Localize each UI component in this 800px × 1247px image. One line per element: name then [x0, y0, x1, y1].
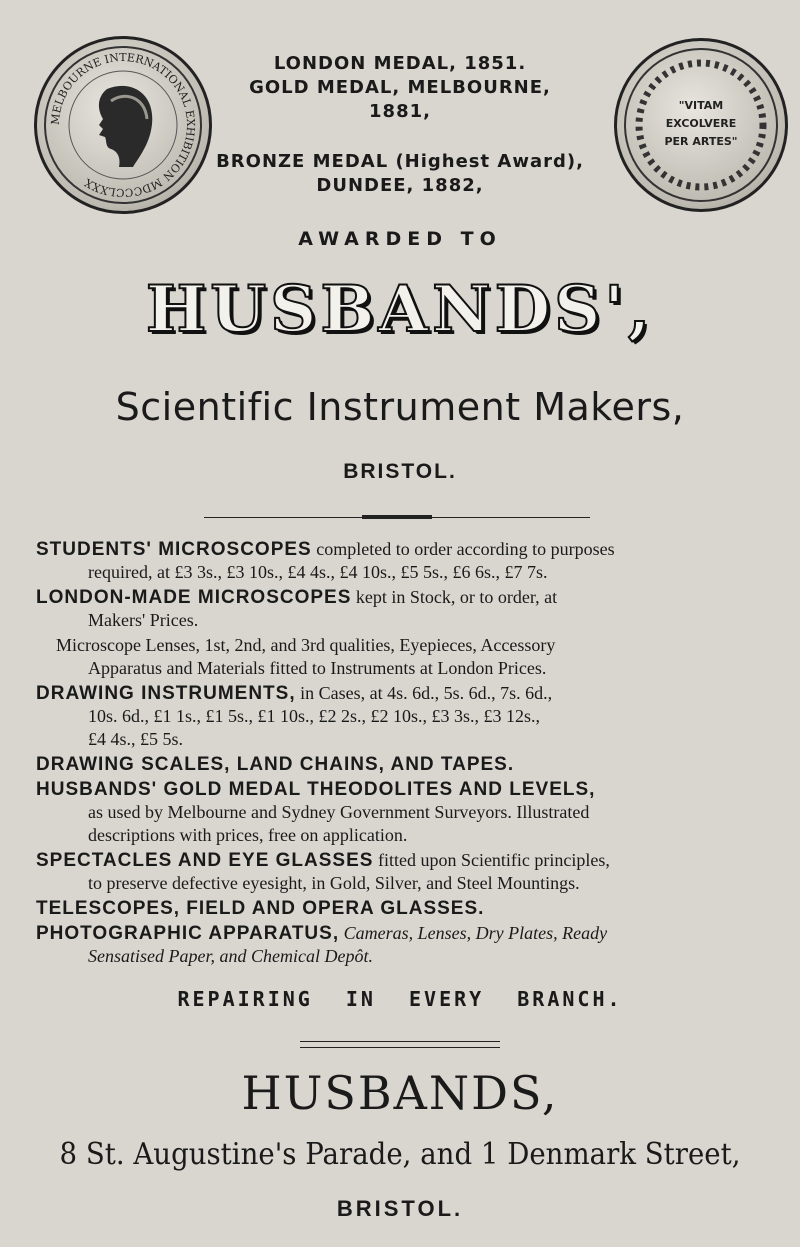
divider-bottom-1 [300, 1041, 500, 1042]
entry-cont: Sensatised Paper, and Chemical Depôt. [88, 946, 373, 966]
bronze-medal: BRONZE MEDAL (Highest Award), [216, 151, 584, 172]
entry-head: STUDENTS' MICROSCOPES [36, 539, 312, 560]
divider-top-center [362, 515, 432, 519]
list-item [36, 753, 774, 776]
repairing-banner: REPAIRING IN EVERY BRANCH. [177, 987, 623, 1011]
footer-name: HUSBANDS, [241, 1066, 559, 1120]
left-medal-legend: MELBOURNE INTERNATIONAL EXHIBITION MDCCCLXXX [48, 50, 198, 200]
entry-head: SPECTACLES AND EYE GLASSES [36, 850, 374, 871]
entry-text: completed to order according to purposes [311, 539, 615, 559]
right-medal-motto-1: "VITAM [678, 99, 724, 112]
entry-head: HUSBANDS' GOLD MEDAL THEODOLITES AND LEVELS, [36, 779, 596, 800]
right-medal-motto-2: EXCOLVERE [665, 117, 737, 130]
city-header: BRISTOL. [343, 460, 457, 483]
list-item [36, 586, 774, 632]
dundee-year: DUNDEE, 1882, [316, 175, 484, 196]
list-item [36, 922, 774, 968]
divider-bottom-2 [300, 1047, 500, 1048]
awarded-to: AWARDED TO [298, 228, 502, 250]
entry-head: LONDON-MADE MICROSCOPES [36, 587, 352, 608]
list-item [36, 778, 774, 847]
product-list [36, 538, 774, 970]
london-medal: LONDON MEDAL, 1851. [273, 53, 527, 74]
footer-address: 8 St. Augustine's Parade, and 1 Denmark Street, [59, 1137, 741, 1172]
bronze-medal-block [0, 150, 800, 198]
list-item [36, 682, 774, 751]
brand-title: HUSBANDS', [145, 272, 655, 347]
entry-cont: 10s. 6d., £1 1s., £1 5s., £1 10s., £2 2s., £2 10s., £3 3s., £3 12s., [88, 706, 541, 726]
entry-cont: Apparatus and Materials fitted to Instruments at London Prices. [88, 658, 547, 678]
entry-cont: Makers' Prices. [88, 610, 199, 630]
entry-text: kept in Stock, or to order, at [351, 587, 558, 607]
entry-head: DRAWING SCALES, LAND CHAINS, AND TAPES. [36, 754, 515, 775]
entry-cont-2: descriptions with prices, free on application. [88, 825, 408, 845]
subtitle: Scientific Instrument Makers, [115, 385, 685, 429]
entry-head: PHOTOGRAPHIC APPARATUS, [36, 923, 340, 944]
entry-text: Microscope Lenses, 1st, 2nd, and 3rd qualities, Eyepieces, Accessory [56, 635, 556, 655]
entry-cont: to preserve defective eyesight, in Gold, Silver, and Steel Mountings. [88, 873, 580, 893]
melbourne-medal: GOLD MEDAL, MELBOURNE, [249, 77, 551, 98]
entry-text: Cameras, Lenses, Dry Plates, Ready [339, 923, 608, 943]
list-item [36, 538, 774, 584]
entry-text: in Cases, at 4s. 6d., 5s. 6d., 7s. 6d., [295, 683, 553, 703]
list-item [36, 897, 774, 920]
melbourne-year: 1881, [369, 101, 431, 122]
right-medal-motto-3: PER ARTES" [664, 135, 738, 148]
footer-city: BRISTOL. [336, 1196, 464, 1221]
medals-list [0, 52, 800, 124]
entry-head: TELESCOPES, FIELD AND OPERA GLASSES. [36, 898, 485, 919]
list-item [36, 634, 774, 680]
entry-cont: as used by Melbourne and Sydney Government Surveyors. Illustrated [88, 802, 590, 822]
entry-head: DRAWING INSTRUMENTS, [36, 683, 296, 704]
entry-text: fitted upon Scientific principles, [373, 850, 610, 870]
list-item [36, 849, 774, 895]
entry-cont-2: £4 4s., £5 5s. [88, 729, 184, 749]
entry-cont: required, at £3 3s., £3 10s., £4 4s., £4 10s., £5 5s., £6 6s., £7 7s. [88, 562, 548, 582]
